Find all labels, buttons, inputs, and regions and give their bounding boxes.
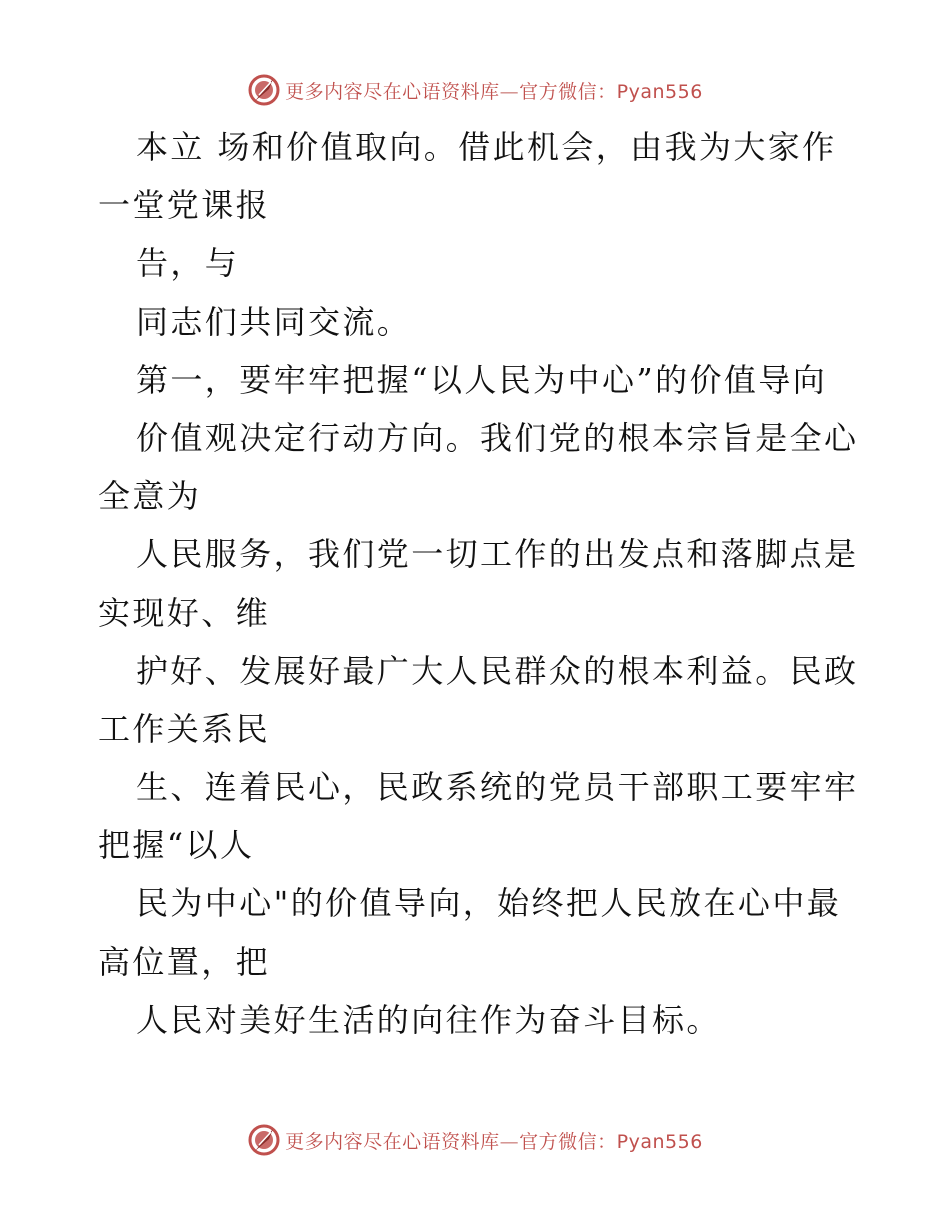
footer-banner-contact: 官方微信：Pyan556 [519,1130,703,1153]
text-line: 生、连着民心，民政系统的党员干部职工要牢牢 [136,768,859,807]
text-line: 同志们共同交流。 [136,302,412,341]
footer-banner-text: 更多内容尽在心语资料库 [285,1130,500,1153]
header-banner-separator: — [499,80,520,103]
text-line: 护好、发展好最广大人民群众的根本利益。民政 [136,651,859,690]
text-line: 全意为 [98,477,202,516]
feather-pen-seal-icon [247,1123,281,1157]
header-banner-text: 更多内容尽在心语资料库 [285,80,500,103]
text-line: 告，与 [136,244,240,283]
text-line: 价值观决定行动方向。我们党的根本宗旨是全心 [136,418,859,457]
text-line: 民为中心"的价值导向，始终把人民放在心中最 [136,884,842,923]
text-line: 工作关系民 [98,709,271,748]
feather-pen-seal-icon [247,73,281,107]
footer-banner-separator: — [499,1130,520,1153]
text-line: 把握“以人 [98,826,255,865]
text-line: 人民对美好生活的向往作为奋斗目标。 [136,1000,721,1039]
text-line: 实现好、维 [98,593,271,632]
header-banner [0,70,950,110]
header-banner-contact: 官方微信：Pyan556 [519,80,703,103]
text-line: 一堂党课报 [98,186,271,225]
text-line: 本立 场和价值取向。借此机会，由我为大家作 [136,128,837,166]
document-body [98,118,858,1049]
text-line: 高位置，把 [98,942,271,981]
text-line: 第一，要牢牢把握“以人民为中心”的价值导向 [136,360,828,399]
text-line: 人民服务，我们党一切工作的出发点和落脚点是 [136,535,859,574]
footer-banner [0,1120,950,1160]
